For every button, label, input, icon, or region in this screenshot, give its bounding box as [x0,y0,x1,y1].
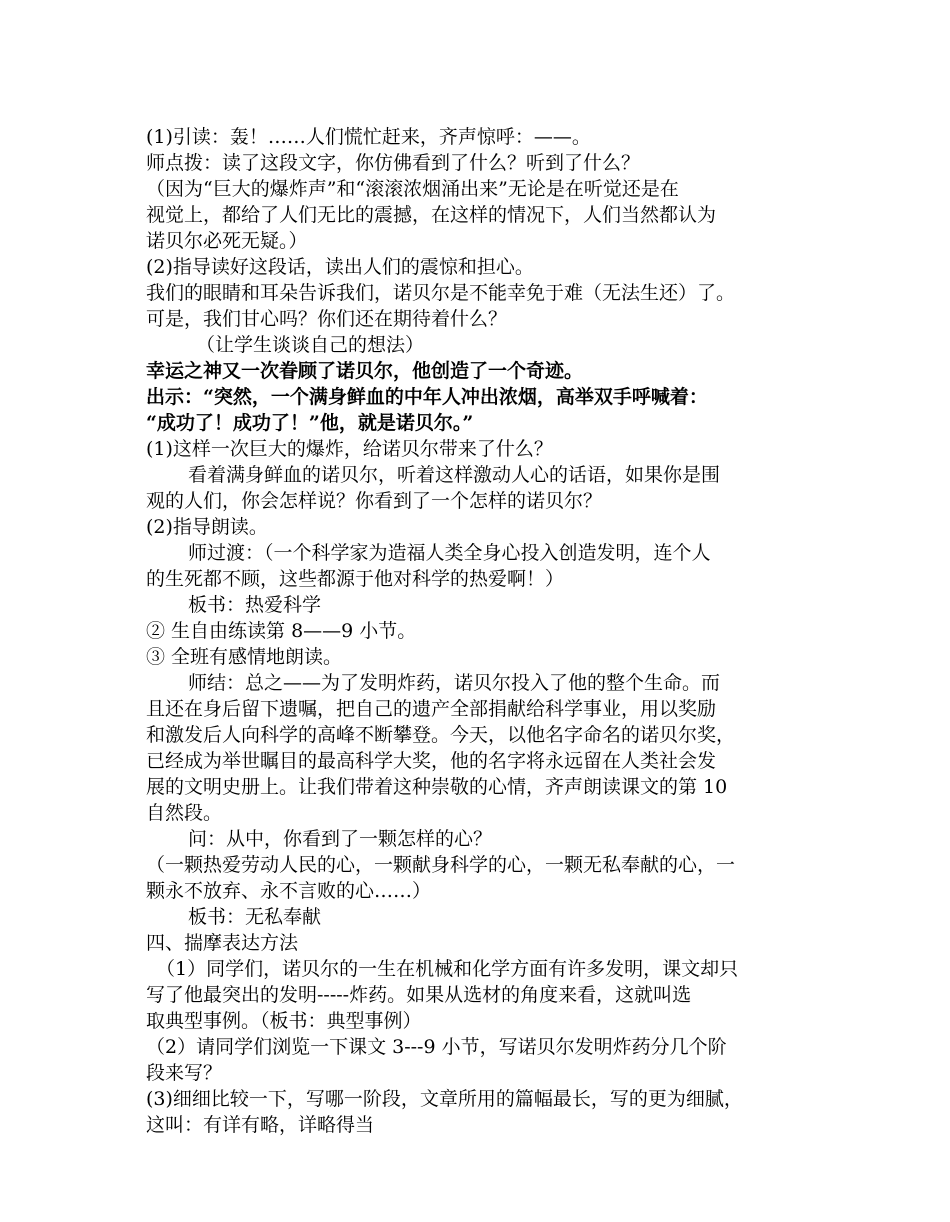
section-heading: 四、揣摩表达方法 [146,932,299,954]
text-line: 和激发后人向科学的高峰不断攀登。今天，以他名字命名的诺贝尔奖， [146,724,736,746]
document-body [146,124,816,1138]
text-line: 师点拨：读了这段文字，你仿佛看到了什么？听到了什么？ [146,152,641,174]
highlight-line: “成功了！成功了！”他，就是诺贝尔。” [146,412,474,434]
text-line: 师结：总之——为了发明炸药，诺贝尔投入了他的整个生命。而 [188,672,721,694]
text-line: 问：从中，你看到了一颗怎样的心？ [188,828,493,850]
highlight-line: 幸运之神又一次眷顾了诺贝尔，他创造了一个奇迹。 [146,360,584,382]
text-line: 板书：热爱科学 [188,594,322,616]
text-line: (1)引读：轰！……人们慌忙赶来，齐声惊呼：——。 [146,126,591,148]
text-line: 视觉上，都给了人们无比的震撼，在这样的情况下，人们当然都认为 [146,204,717,226]
text-line: 颗永不放弃、永不言败的心……） [146,880,432,902]
text-line: 写了他最突出的发明-----炸药。如果从选材的角度来看，这就叫选 [146,984,692,1006]
text-line: (1)这样一次巨大的爆炸，给诺贝尔带来了什么？ [146,438,553,460]
text-line: 板书：无私奉献 [188,906,322,928]
text-line: 看着满身鲜血的诺贝尔，听着这样激动人心的话语，如果你是围 [188,464,721,486]
text-line: 的生死都不顾，这些都源于他对科学的热爱啊！） [146,568,565,590]
text-line: 自然段。 [146,802,223,824]
text-line: （1）同学们，诺贝尔的一生在机械和化学方面有许多发明，课文却只 [156,958,739,980]
text-line: （一颗热爱劳动人民的心，一颗献身科学的心，一颗无私奉献的心，一 [146,854,736,876]
text-line: 展的文明史册上。让我们带着这种崇敬的心情，齐声朗读课文的第 10 [146,776,728,798]
text-line: 师过渡：（一个科学家为造福人类全身心投入创造发明，连个人 [188,542,711,564]
text-line: 观的人们，你会怎样说？你看到了一个怎样的诺贝尔？ [146,490,603,512]
text-line: 取典型事例。（板书：典型事例） [146,1010,422,1032]
text-line: 且还在身后留下遗嘱，把自己的遗产全部捐献给科学事业，用以奖励 [146,698,717,720]
text-line: 我们的眼睛和耳朵告诉我们，诺贝尔是不能幸免于难（无法生还）了。 [146,282,736,304]
text-line: (2)指导读好这段话，读出人们的震惊和担心。 [146,256,534,278]
text-line: (2)指导朗读。 [146,516,268,538]
text-line: （让学生谈谈自己的想法） [196,334,425,356]
text-line: ② 生自由练读第 8——9 小节。 [146,620,417,642]
text-line: (3)细细比较一下，写哪一阶段，文章所用的篇幅最长，写的更为细腻， [146,1088,743,1110]
text-line: ③ 全班有感情地朗读。 [146,646,343,668]
text-line: 可是，我们甘心吗？你们还在期待着什么？ [146,308,508,330]
highlight-line: 出示：“突然，一个满身鲜血的中年人冲出浓烟，高举双手呼喊着： [146,386,708,408]
text-line: 已经成为举世瞩目的最高科学大奖，他的名字将永远留在人类社会发 [146,750,717,772]
text-line: （2）请同学们浏览一下课文 3---9 小节，写诺贝尔发明炸药分几个阶 [146,1036,727,1058]
text-line: 段来写？ [146,1062,223,1084]
text-line: （因为“巨大的爆炸声”和“滚滚浓烟涌出来”无论是在听觉还是在 [146,178,679,200]
text-line: 诺贝尔必死无疑。） [146,230,308,252]
text-line: 这叫：有详有略，详略得当 [146,1114,375,1136]
